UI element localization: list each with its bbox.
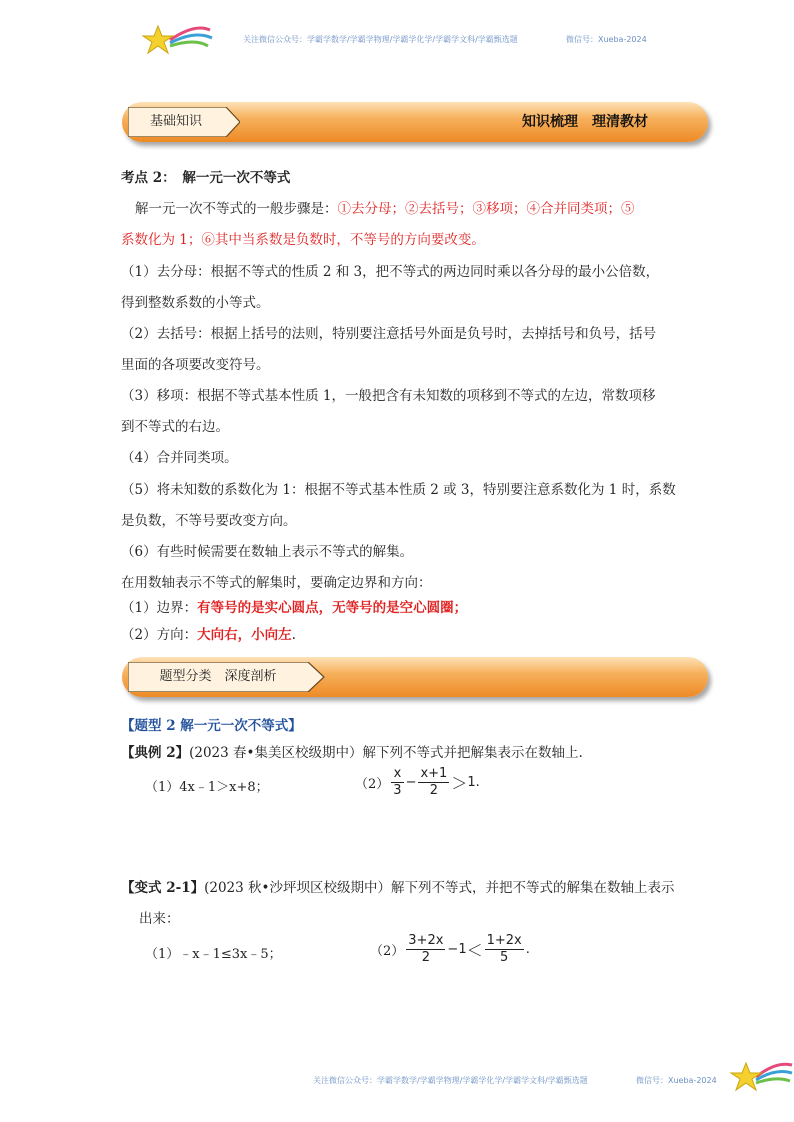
step-2-line-2: 里面的各项要改变符号。 — [121, 357, 270, 373]
step-5-line-1: （5）将未知数的系数化为 1：根据不等式基本性质 2 或 3，特别要注意系数化为 1 时，系数 — [121, 482, 676, 498]
variant-q2-mid: −1 — [447, 942, 467, 957]
banner-tag-label: 题型分类 深度剖析 — [159, 669, 277, 684]
variant-q2-op: ＜ — [466, 941, 483, 960]
example-q2-rhs: 1. — [467, 775, 480, 790]
footer-text: 关注微信公众号：学霸学数学/学霸学物理/学霸学化学/学霸学文科/学霸甄选题 — [313, 1076, 588, 1085]
variant-text: (2023 秋•沙坪坝区校级期中）解下列不等式，并把不等式的解集在数轴上表示 — [204, 880, 675, 896]
example-q2-op: ＞ — [451, 774, 468, 793]
section-banner-types — [122, 657, 708, 697]
fraction-denominator: 5 — [500, 950, 509, 965]
intro-steps: ①去分母；②去括号；③移项；④合并同类项；⑤ — [337, 201, 635, 217]
direction-end: . — [291, 627, 296, 643]
step-5-line-2: 是负数，不等号要改变方向。 — [121, 513, 297, 529]
intro-text: 解一元一次不等式的一般步骤是： — [135, 201, 338, 217]
boundary-rule: 有等号的是实心圆点，无等号的是空心圆圈 — [197, 600, 454, 616]
type-title: 【题型 2 解一元一次不等式】 — [121, 718, 302, 734]
fraction-denominator: 3 — [393, 783, 402, 798]
boundary-line — [121, 596, 467, 616]
example-text: (2023 春•集美区校级期中）解下列不等式并把解集表示在数轴上. — [189, 745, 583, 761]
header-wechat: 微信号：Xueba-2024 — [566, 35, 647, 44]
shooting-star-icon — [140, 18, 215, 58]
fraction-denominator: 2 — [429, 783, 439, 798]
fraction — [418, 766, 449, 799]
banner-tag — [128, 662, 277, 692]
step-1-line-2: 得到整数系数的小等式。 — [121, 295, 270, 311]
variant-q2-label: （2） — [370, 944, 405, 959]
example-heading — [121, 741, 583, 761]
example-q2-label: （2） — [355, 777, 390, 792]
direction-line — [121, 623, 296, 643]
fraction — [485, 933, 524, 966]
numberline-intro: 在用数轴表示不等式的解集时，要确定边界和方向： — [121, 575, 432, 591]
variant-text-2: 出来： — [139, 911, 180, 927]
step-6-line: （6）有些时候需要在数轴上表示不等式的解集。 — [121, 544, 414, 560]
variant-label: 【变式 2-1】 — [121, 880, 205, 896]
boundary-end: ； — [453, 600, 468, 616]
intro-line-2: 系数化为 1；⑥其中当系数是负数时，不等号的方向要改变。 — [121, 232, 485, 248]
fraction-numerator: x — [391, 766, 403, 783]
example-q2: （2） $\frac{x}{3}$ − $\frac{x+1}{2}$ ＞1. — [355, 766, 480, 798]
shooting-star-icon — [728, 1055, 794, 1097]
step-4-line: （4）合并同类项。 — [121, 450, 238, 466]
variant-q2-end: . — [525, 942, 530, 957]
banner-right-label: 知识梳理 理清教材 — [522, 114, 648, 130]
footer-wechat: 微信号：Xueba-2024 — [636, 1076, 717, 1085]
variant-q1: （1）﹣x﹣1≤3x﹣5； — [145, 947, 282, 962]
fraction-denominator: 2 — [421, 950, 430, 965]
boundary-label: （1）边界： — [121, 600, 198, 616]
section-title: 考点 2： 解一元一次不等式 — [121, 170, 291, 186]
section-banner-basic — [122, 102, 708, 142]
fraction-numerator: 1+2x — [486, 933, 522, 948]
step-3-line-2: 到不等式的右边。 — [121, 419, 229, 435]
fraction-numerator: x+1 — [420, 766, 448, 781]
example-label: 【典例 2】 — [121, 745, 190, 761]
step-3-line-1: （3）移项：根据不等式基本性质 1，一般把含有未知数的项移到不等式的左边，常数项移 — [121, 388, 656, 404]
intro-line-1 — [121, 197, 635, 217]
direction-rule: 大向右，小向左 — [197, 627, 292, 643]
example-q1: （1）4x﹣1＞x+8； — [145, 780, 269, 795]
variant-q2 — [370, 933, 530, 966]
variant-heading — [121, 876, 674, 896]
step-1-line-1: （1）去分母：根据不等式的性质 2 和 3，把不等式的两边同时乘以各分母的最小公倍数， — [121, 264, 660, 280]
fraction — [406, 933, 445, 966]
header-text: 关注微信公众号：学霸学数学/学霸学物理/学霸学化学/学霸学文科/学霸甄选题 — [243, 35, 518, 44]
fraction — [391, 766, 403, 799]
direction-label: （2）方向： — [121, 627, 198, 643]
step-2-line-1: （2）去括号：根据上括号的法则，特别要注意括号外面是负号时，去掉括号和负号，括号 — [121, 326, 657, 342]
fraction-numerator: 3+2x — [408, 933, 444, 948]
banner-tag — [128, 107, 228, 137]
banner-tag-label: 基础知识 — [149, 114, 202, 129]
